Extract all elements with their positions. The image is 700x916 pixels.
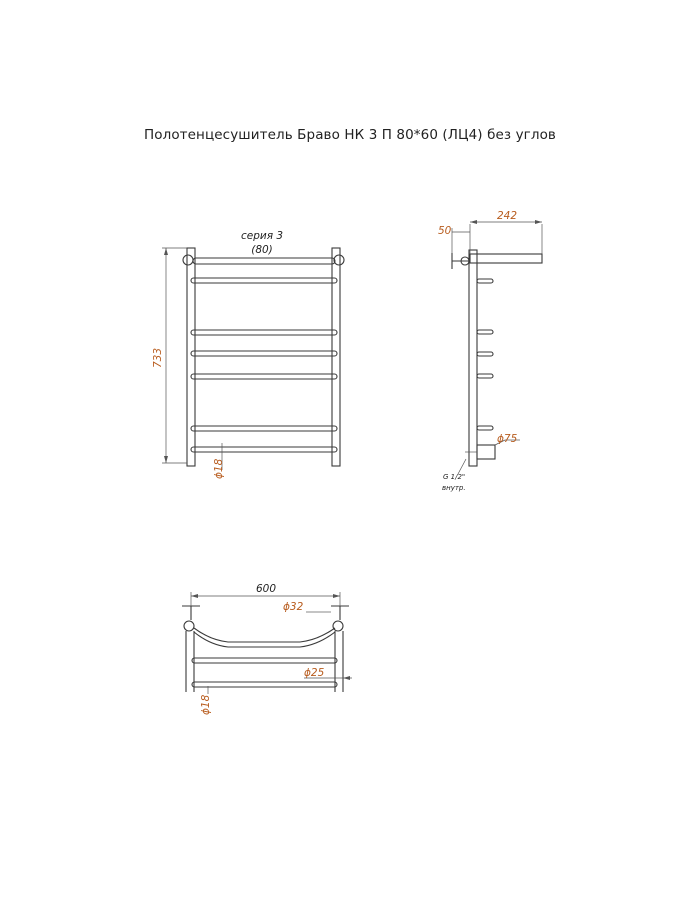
front-rail — [191, 330, 337, 335]
side-view — [438, 210, 542, 492]
top-right-post — [333, 621, 343, 631]
drawing-title: Полотенцесушитель Браво НК 3 П 80*60 (ЛЦ4) без углов — [143, 127, 556, 143]
side-offset-dim: 50 — [438, 225, 452, 237]
right-post — [332, 248, 340, 466]
side-rail-stub — [477, 279, 493, 283]
front-rail — [191, 447, 337, 452]
side-shelf-arm — [470, 254, 542, 263]
thread-sub-label: внутр. — [442, 484, 466, 492]
front-rail — [191, 426, 337, 431]
front-rail — [191, 351, 337, 356]
top-rail-dim: ϕ25 — [304, 667, 325, 679]
top-width-dim: 600 — [256, 583, 277, 595]
top-rail — [192, 682, 337, 687]
front-rail — [191, 374, 337, 379]
series-label: серия 3 — [240, 230, 284, 242]
top-collar-dim: ϕ32 — [283, 601, 304, 613]
thread-label: G 1/2" — [443, 473, 466, 481]
side-rail-stub — [477, 374, 493, 378]
front-rail-top — [193, 258, 335, 264]
side-rail-stub — [477, 330, 493, 334]
front-pipe-dim: ϕ18 — [213, 458, 225, 479]
top-pipe-dim: ϕ18 — [200, 694, 212, 715]
series-sub-label: (80) — [251, 244, 273, 256]
right-wall-mount — [334, 255, 344, 265]
top-left-post — [184, 621, 194, 631]
top-rail — [192, 658, 337, 663]
front-height-dim: 733 — [152, 347, 164, 368]
top-view — [182, 583, 352, 715]
side-rail-stub — [477, 352, 493, 356]
side-post — [469, 250, 477, 466]
front-view — [152, 230, 344, 479]
side-outlet-dim: ϕ75 — [497, 433, 518, 445]
side-depth-dim: 242 — [497, 210, 518, 222]
side-outlet — [477, 445, 495, 459]
front-rail — [191, 278, 337, 283]
side-rail-stub — [477, 426, 493, 430]
left-wall-mount — [183, 255, 193, 265]
